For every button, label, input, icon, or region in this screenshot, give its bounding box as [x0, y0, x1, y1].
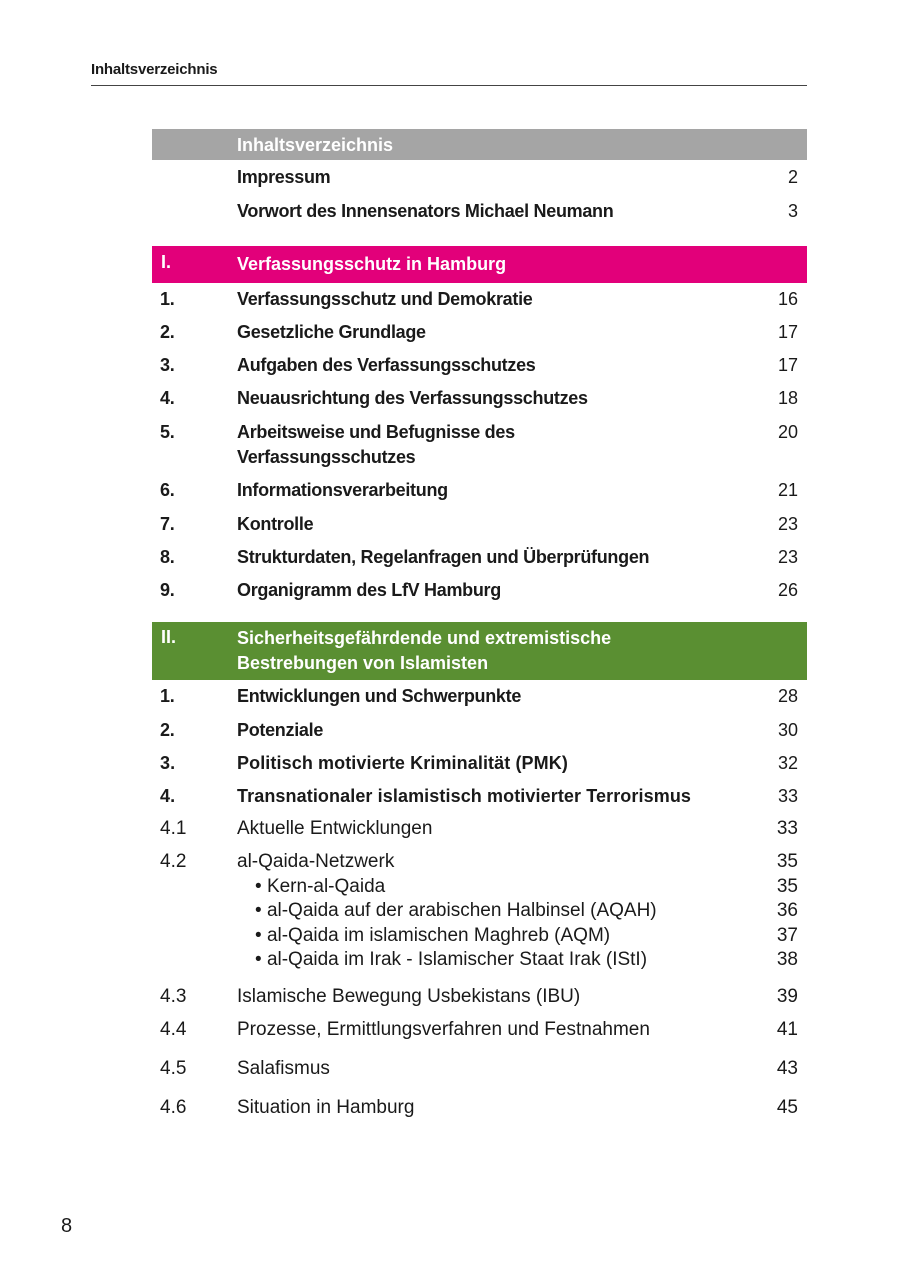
toc-entry-title: Informationsverarbeitung	[237, 480, 448, 500]
toc-entry-number: 4.4	[160, 1019, 187, 1040]
toc-entry-title: Politisch motivierte Kriminalität (PMK)	[237, 753, 568, 773]
toc-entry-title: Islamische Bewegung Usbekistans (IBU)	[237, 986, 581, 1007]
toc-entry-page: 38	[776, 949, 798, 970]
toc-subentry-title: • al-Qaida im islamischen Maghreb (AQM)	[255, 924, 755, 948]
toc-header-bar	[152, 129, 807, 160]
toc-entry-number: 7.	[160, 514, 175, 534]
toc-entry-page: 16	[777, 289, 798, 309]
toc-entry-title: Gesetzliche Grundlage	[237, 322, 426, 342]
toc-entry-title: Kontrolle	[237, 514, 314, 534]
toc-entry-page: 30	[777, 720, 798, 740]
toc-entry-page: 37	[776, 925, 798, 946]
toc-entry-number: 8.	[160, 547, 175, 567]
toc-entry-title: Aufgaben des Verfassungsschutzes	[237, 355, 536, 375]
toc-entry-number: 4.1	[160, 818, 187, 839]
toc-entry-number: 3.	[160, 355, 175, 375]
toc-entry-page: 2	[787, 167, 798, 187]
toc-entry-title: Verfassungsschutz und Demokratie	[237, 289, 533, 309]
toc-entry-page: 45	[776, 1097, 798, 1118]
toc-entry-number: 1.	[160, 289, 175, 309]
toc-entry-number: 2.	[160, 720, 175, 740]
toc-entry-page: 39	[776, 986, 798, 1007]
section-title-line2: Bestrebungen von Islamisten	[237, 653, 489, 673]
toc-entry-title: Organigramm des LfV Hamburg	[237, 580, 501, 600]
toc-entry-number: 2.	[160, 322, 175, 342]
toc-entry-number: 4.5	[160, 1058, 187, 1079]
toc-entry-title-line2: Verfassungsschutzes	[237, 447, 416, 467]
toc-entry-page: 32	[777, 753, 798, 773]
toc-entry-page: 17	[777, 322, 798, 342]
toc-entry-page: 33	[776, 818, 798, 839]
toc-entry-page: 41	[776, 1019, 798, 1040]
toc-entry-page: 23	[777, 514, 798, 534]
toc-entry-page: 3	[787, 201, 798, 221]
toc-entry-title: Aktuelle Entwicklungen	[237, 818, 433, 839]
toc-entry-number: 3.	[160, 753, 176, 773]
toc-entry-page: 17	[777, 355, 798, 375]
section-title-line1: Sicherheitsgefährdende und extremistische	[237, 628, 612, 648]
toc-entry-title: Situation in Hamburg	[237, 1097, 415, 1118]
toc-entry-number: 4.3	[160, 986, 187, 1007]
toc-entry-number: 4.	[160, 388, 175, 408]
section-title: Verfassungsschutz in Hamburg	[237, 254, 507, 274]
toc-entry-title: Salafismus	[237, 1058, 330, 1079]
running-head: Inhaltsverzeichnis	[91, 61, 807, 86]
toc-entry-title: Vorwort des Innensenators Michael Neumann	[237, 201, 614, 221]
toc-entry-page: 26	[777, 580, 798, 600]
toc-entry-title: Neuausrichtung des Verfassungsschutzes	[237, 388, 588, 408]
toc-subentry-title: • al-Qaida im Irak - Islamischer Staat Irak (IStI)	[255, 948, 755, 972]
toc-entry-page: 20	[777, 422, 798, 442]
toc-entry-number: 5.	[160, 422, 175, 442]
toc-entry-number: 6.	[160, 480, 175, 500]
section-bar-1	[152, 246, 807, 283]
toc-entry-page: 43	[776, 1058, 798, 1079]
toc-entry-title: Prozesse, Ermittlungsverfahren und Festnahmen	[237, 1019, 650, 1040]
toc-entry-title: Impressum	[237, 167, 331, 187]
toc-header-title: Inhaltsverzeichnis	[237, 135, 394, 155]
section-bar-2	[152, 622, 807, 680]
toc-entry-page: 36	[776, 900, 798, 921]
toc-subentry-title: • Kern-al-Qaida	[255, 875, 755, 899]
toc-entry-title-line1: Arbeitsweise und Befugnisse des	[237, 422, 515, 442]
toc-entry-page: 28	[777, 686, 798, 706]
toc-entry-page: 23	[777, 547, 798, 567]
page-number: 8	[61, 1215, 73, 1237]
toc-entry-number: 4.6	[160, 1097, 187, 1118]
toc-entry-title: Entwicklungen und Schwerpunkte	[237, 686, 522, 706]
toc-entry-number: 1.	[160, 686, 175, 706]
section-number: I.	[161, 252, 172, 272]
toc-entry-page: 35	[776, 876, 798, 897]
toc-entry-title: al-Qaida-Netzwerk	[237, 851, 395, 872]
toc-entry-title: Transnationaler islamistisch motivierter Terrorismus	[237, 786, 692, 806]
section-number: II.	[161, 627, 177, 647]
toc-entry-page: 35	[776, 851, 798, 872]
toc-entry-number: 4.	[160, 786, 176, 806]
toc-entry-page: 21	[777, 480, 798, 500]
toc-entry-title: Strukturdaten, Regelanfragen und Überprüfungen	[237, 547, 650, 567]
toc-row[interactable]	[152, 420, 807, 470]
toc-entry-page: 33	[777, 786, 798, 806]
toc-entry-number: 9.	[160, 580, 175, 600]
toc-entry-title: Potenziale	[237, 720, 324, 740]
toc-entry-page: 18	[777, 388, 798, 408]
toc-entry-number: 4.2	[160, 851, 187, 872]
toc-subentry-title: • al-Qaida auf der arabischen Halbinsel (AQAH)	[255, 899, 755, 923]
